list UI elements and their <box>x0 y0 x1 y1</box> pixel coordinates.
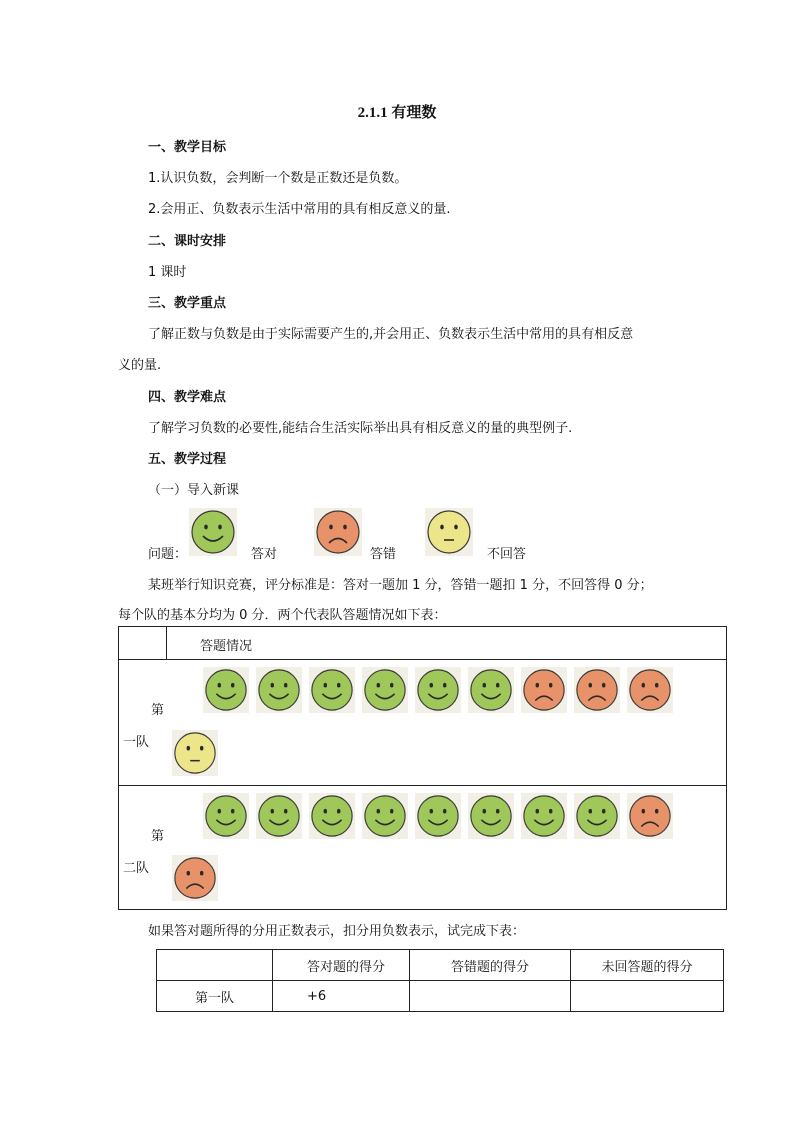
neutral-face-icon <box>425 508 473 560</box>
team2-label-a: 第 <box>151 829 165 844</box>
team2-label-b: 二队 <box>123 861 150 876</box>
keypoints-text-line2: 义的量. <box>118 358 162 373</box>
happy-face-icon <box>309 667 355 713</box>
legend-correct-label: 答对 <box>251 547 278 562</box>
score-cell <box>410 981 571 1012</box>
process-subheading: （一）导入新课 <box>148 483 240 498</box>
sad-face-icon <box>627 667 673 713</box>
legend-prefix: 问题： <box>148 547 188 562</box>
section-heading-process: 五、教学过程 <box>148 452 227 467</box>
sad-face-icon <box>521 667 567 713</box>
score-cell: +6 <box>273 981 410 1012</box>
section-heading-schedule: 二、课时安排 <box>148 234 227 249</box>
sad-face-icon <box>574 667 620 713</box>
score-table <box>156 949 724 1012</box>
legend-none-label: 不回答 <box>487 547 527 562</box>
happy-face-icon <box>189 508 237 560</box>
happy-face-icon <box>362 667 408 713</box>
happy-face-icon <box>468 793 514 839</box>
happy-face-icon <box>574 793 620 839</box>
score-cell <box>571 981 724 1012</box>
happy-face-icon <box>468 667 514 713</box>
team1-label-b: 一队 <box>123 735 150 750</box>
score-header-cell <box>157 950 273 981</box>
happy-face-icon <box>256 667 302 713</box>
instruction-text: 如果答对题所得的分用正数表示，扣分用负数表示，试完成下表： <box>148 924 526 939</box>
happy-face-icon <box>521 793 567 839</box>
score-cell: 第一队 <box>157 981 273 1012</box>
section-heading-difficulty: 四、教学难点 <box>148 390 227 405</box>
section-heading-goals: 一、教学目标 <box>148 140 227 155</box>
schedule-text: 1 课时 <box>148 265 187 280</box>
page-title: 2.1.1 有理数 <box>357 105 437 121</box>
answer-table-header-label: 答题情况 <box>200 639 253 654</box>
happy-face-icon <box>415 793 461 839</box>
sad-face-icon <box>314 508 362 560</box>
score-header-cell: 未回答题的得分 <box>571 950 724 981</box>
happy-face-icon <box>362 793 408 839</box>
goal-item-2: 2.会用正、负数表示生活中常用的具有相反意义的量. <box>148 202 451 217</box>
score-header-cell: 答错题的得分 <box>410 950 571 981</box>
score-table-header-row <box>157 950 724 981</box>
answer-table <box>118 626 727 910</box>
competition-text-line1: 某班举行知识竞赛，评分标准是：答对一题加 1 分，答错一题扣 1 分，不回答得 0 分； <box>148 578 653 593</box>
happy-face-icon <box>415 667 461 713</box>
legend-wrong-label: 答错 <box>370 547 397 562</box>
keypoints-text-line1: 了解正数与负数是由于实际需要产生的,并会用正、负数表示生活中常用的具有相反意 <box>148 327 634 342</box>
team2-faces-row2 <box>172 855 225 901</box>
section-heading-keypoints: 三、教学重点 <box>148 296 227 311</box>
team1-faces-row1 <box>203 667 680 713</box>
happy-face-icon <box>203 793 249 839</box>
sad-face-icon <box>172 855 218 901</box>
difficulty-text: 了解学习负数的必要性,能结合生活实际举出具有相反意义的量的典型例子. <box>148 421 573 436</box>
team2-faces-row1 <box>203 793 680 839</box>
team1-label-a: 第 <box>151 703 165 718</box>
answer-table-header <box>166 627 726 660</box>
happy-face-icon <box>203 667 249 713</box>
score-header-cell: 答对题的得分 <box>273 950 410 981</box>
sad-face-icon <box>627 793 673 839</box>
competition-text-line2: 每个队的基本分均为 0 分．两个代表队答题情况如下表： <box>118 608 447 623</box>
goal-item-1: 1.认识负数，会判断一个数是正数还是负数。 <box>148 171 408 186</box>
team1-faces-row2 <box>172 730 225 776</box>
neutral-face-icon <box>172 730 218 776</box>
happy-face-icon <box>309 793 355 839</box>
score-table-row <box>157 981 724 1012</box>
happy-face-icon <box>256 793 302 839</box>
